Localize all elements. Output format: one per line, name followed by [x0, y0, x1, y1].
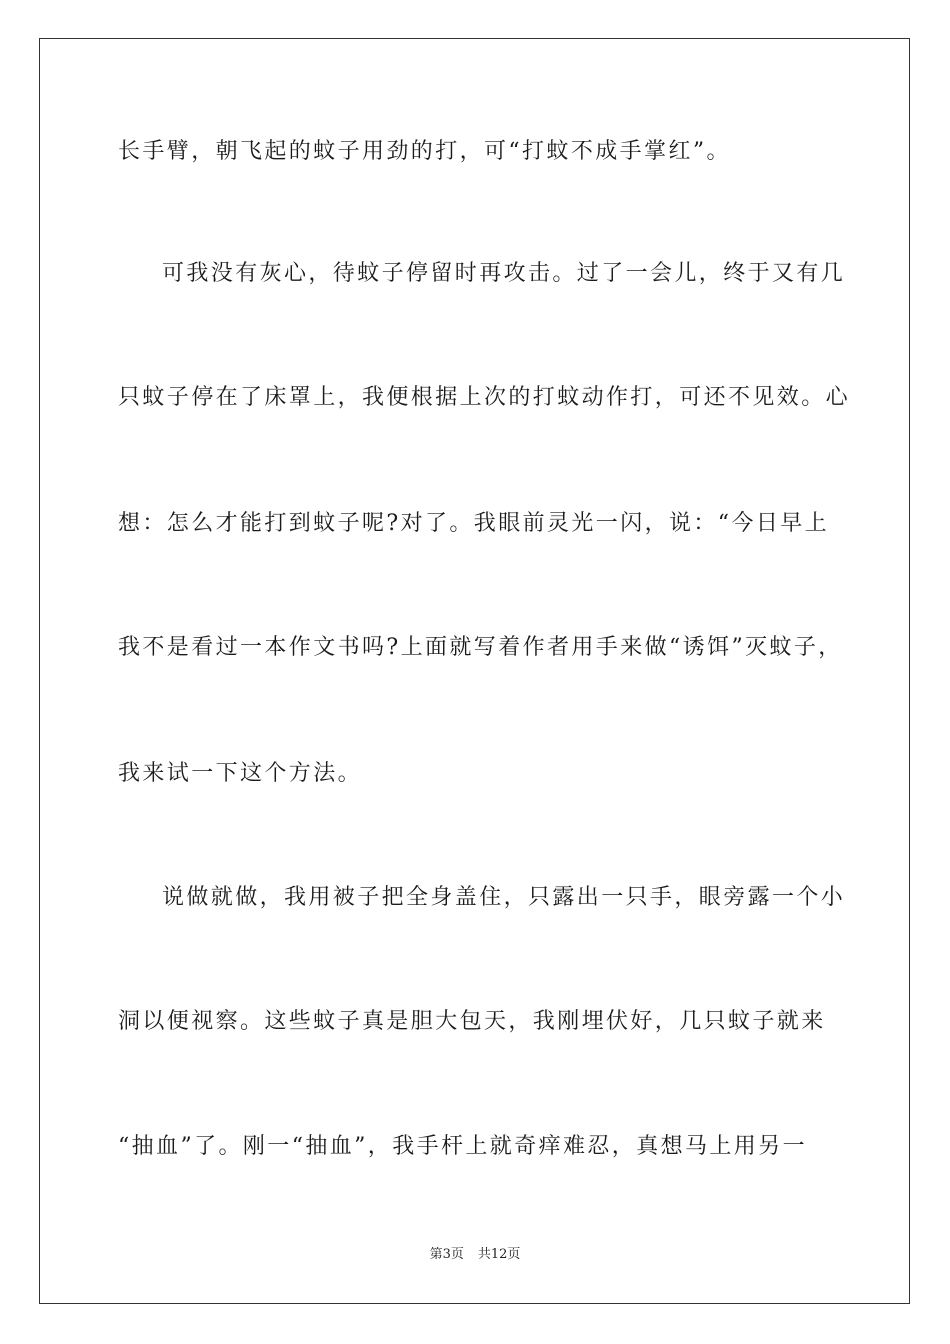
page-number: 第3页: [429, 1247, 464, 1262]
total-pages: 共12页: [477, 1247, 521, 1262]
text-line-7: 说做就做，我用被子把全身盖住，只露出一只手，眼旁露一个小: [162, 885, 846, 910]
text-line-2: 可我没有灰心，待蚊子停留时再攻击。过了一会儿，终于又有几: [162, 261, 846, 286]
page-footer: [0, 1246, 950, 1264]
text-line-5: 我不是看过一本作文书吗?上面就写着作者用手来做“诱饵”灭蚊子，: [118, 635, 843, 660]
text-line-9: “抽血”了。刚一“抽血”，我手杆上就奇痒难忍，真想马上用另一: [118, 1134, 807, 1159]
text-line-1: 长手臂，朝飞起的蚊子用劲的打，可“打蚊不成手掌红”。: [118, 139, 731, 164]
text-line-4: 想：怎么才能打到蚊子呢?对了。我眼前灵光一闪，说：“今日早上: [118, 511, 830, 536]
page-border: [39, 38, 910, 1304]
text-line-8: 洞以便视察。这些蚊子真是胆大包天，我刚埋伏好，几只蚊子就来: [118, 1009, 826, 1034]
text-line-3: 只蚊子停在了床罩上，我便根据上次的打蚊动作打，可还不见效。心: [118, 385, 851, 410]
text-line-6: 我来试一下这个方法。: [118, 761, 363, 786]
